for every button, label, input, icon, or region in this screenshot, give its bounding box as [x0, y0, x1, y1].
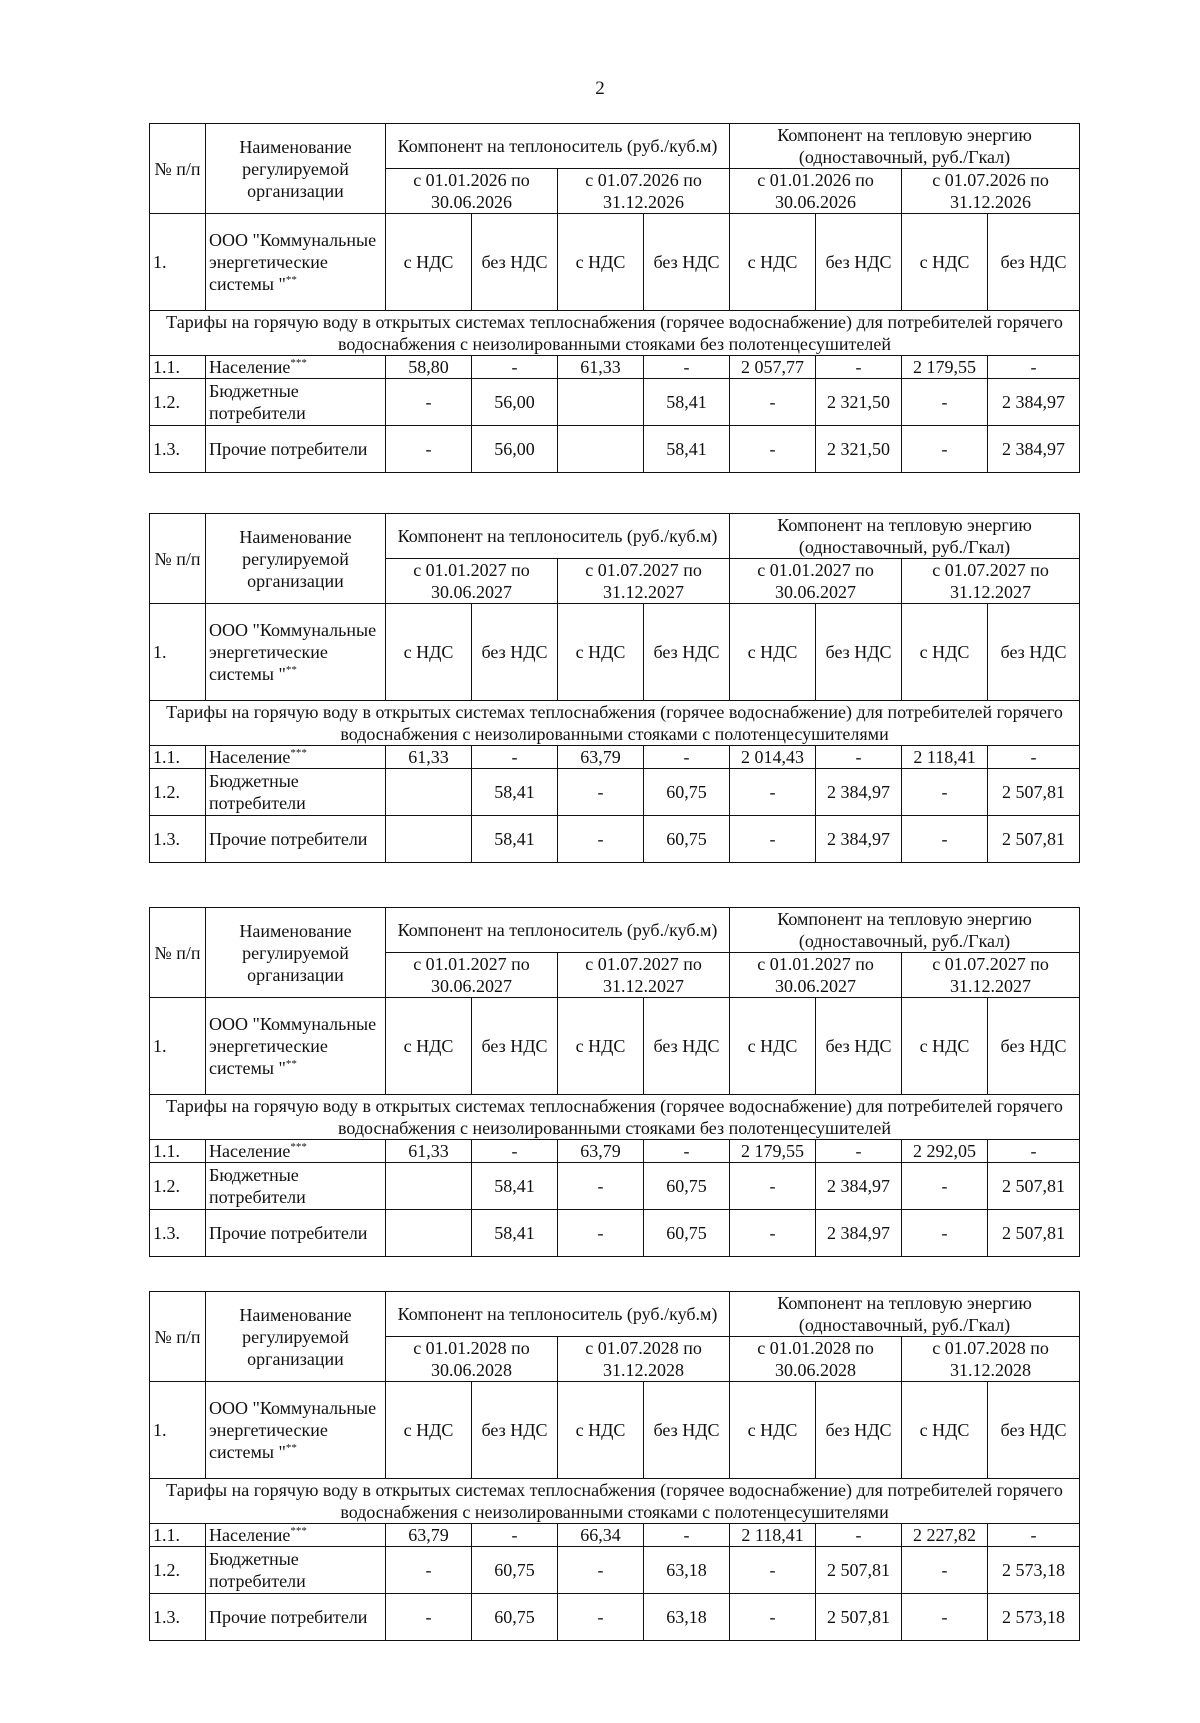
coolant-component-header: Компонент на теплоноситель (руб./куб.м) [386, 1292, 730, 1337]
tariff-value: - [730, 1547, 816, 1594]
num-header: № п/п [150, 908, 206, 998]
consumer-name: Бюджетные потребители [209, 381, 306, 423]
tariff-value: 60,75 [472, 1594, 558, 1641]
row-number: 1.1. [150, 1140, 206, 1163]
tariff-value: - [730, 816, 816, 863]
row-number: 1.2. [150, 379, 206, 426]
tariff-value: - [472, 746, 558, 769]
tariff-value [386, 1210, 472, 1257]
coolant-component-header: Компонент на теплоноситель (руб./куб.м) [386, 514, 730, 559]
consumer-name: Прочие потребители [209, 829, 368, 849]
tariff-value: 2 179,55 [730, 1140, 816, 1163]
tariff-value: 58,41 [472, 1210, 558, 1257]
consumer-name-cell [206, 769, 386, 816]
num-header: № п/п [150, 124, 206, 214]
tariff-value: - [386, 426, 472, 473]
tariff-value: - [730, 379, 816, 426]
period-header: с 01.01.2027 по 30.06.2027 [730, 953, 902, 998]
tariff-value: 2 573,18 [988, 1547, 1080, 1594]
vat-with-header: с НДС [558, 998, 644, 1095]
heat-component-header: Компонент на тепловую энергию (одноставочный, руб./Гкал) [730, 908, 1080, 953]
row-number: 1.3. [150, 426, 206, 473]
tariff-value: - [644, 746, 730, 769]
period-header: с 01.01.2026 по 30.06.2026 [386, 169, 558, 214]
tariff-value: - [988, 746, 1080, 769]
footnote-mark: ** [285, 1442, 297, 1454]
tariff-value: - [730, 1163, 816, 1210]
heat-component-header: Компонент на тепловую энергию (одноставочный, руб./Гкал) [730, 124, 1080, 169]
row-number: 1.1. [150, 1524, 206, 1547]
vat-with-header: с НДС [902, 998, 988, 1095]
tariff-value: - [816, 356, 902, 379]
tariff-value: 2 384,97 [816, 1163, 902, 1210]
vat-with-header: с НДС [730, 604, 816, 701]
heat-component-header: Компонент на тепловую энергию (одноставочный, руб./Гкал) [730, 514, 1080, 559]
tariff-value: - [816, 746, 902, 769]
tariff-value: 60,75 [644, 1210, 730, 1257]
vat-without-header: без НДС [644, 214, 730, 311]
tariff-value: 60,75 [644, 816, 730, 863]
consumer-name: Прочие потребители [209, 1607, 368, 1627]
period-header: с 01.07.2027 по 31.12.2027 [902, 953, 1080, 998]
consumer-name: Население [209, 357, 291, 377]
vat-with-header: с НДС [730, 1382, 816, 1479]
consumer-name: Население [209, 1141, 291, 1161]
tariff-value: 2 118,41 [730, 1524, 816, 1547]
org-name-cell [206, 214, 386, 311]
tariff-value: 2 507,81 [988, 816, 1080, 863]
footnote-mark: ** [285, 1058, 297, 1070]
tariff-value: 2 384,97 [816, 769, 902, 816]
consumer-name: Бюджетные потребители [209, 771, 306, 813]
tariff-value: - [730, 1594, 816, 1641]
consumer-name: Бюджетные потребители [209, 1549, 306, 1591]
table-row [150, 1547, 1080, 1594]
table-row [150, 1140, 1080, 1163]
tariff-value: - [644, 356, 730, 379]
tariff-value: - [558, 1210, 644, 1257]
tariff-value: - [558, 1163, 644, 1210]
period-header: с 01.07.2026 по 31.12.2026 [902, 169, 1080, 214]
tariff-value: - [988, 1524, 1080, 1547]
tariff-value: 61,33 [386, 746, 472, 769]
table-row [150, 1524, 1080, 1547]
vat-with-header: с НДС [558, 214, 644, 311]
tariff-value: - [644, 1140, 730, 1163]
table-row [150, 426, 1080, 473]
tariff-value: 2 384,97 [816, 816, 902, 863]
footnote-mark: ** [285, 274, 297, 286]
vat-with-header: с НДС [902, 604, 988, 701]
tariff-value: 58,41 [472, 816, 558, 863]
tariff-value: - [558, 1594, 644, 1641]
tariff-value: - [644, 1524, 730, 1547]
vat-without-header: без НДС [988, 604, 1080, 701]
table-row [150, 746, 1080, 769]
org-name: ООО "Коммунальные энергетические системы " [209, 1398, 377, 1462]
tariff-value: - [472, 1140, 558, 1163]
vat-without-header: без НДС [644, 604, 730, 701]
vat-without-header: без НДС [816, 604, 902, 701]
org-number: 1. [150, 604, 206, 701]
row-number: 1.2. [150, 1163, 206, 1210]
vat-without-header: без НДС [472, 998, 558, 1095]
tariff-value [558, 379, 644, 426]
footnote-mark: *** [290, 1141, 307, 1153]
tariff-value: 61,33 [386, 1140, 472, 1163]
tariff-value: 2 014,43 [730, 746, 816, 769]
vat-without-header: без НДС [472, 1382, 558, 1479]
tariff-table [149, 513, 1080, 863]
vat-without-header: без НДС [816, 1382, 902, 1479]
tariff-value: 2 384,97 [988, 379, 1080, 426]
tariff-value: - [386, 1547, 472, 1594]
tariff-value: 63,18 [644, 1594, 730, 1641]
table-row [150, 1594, 1080, 1641]
tariff-value: 58,41 [644, 426, 730, 473]
tariff-value: - [730, 426, 816, 473]
tariff-value: 56,00 [472, 426, 558, 473]
tariff-value: 60,75 [644, 769, 730, 816]
row-number: 1.3. [150, 816, 206, 863]
vat-without-header: без НДС [988, 1382, 1080, 1479]
consumer-name-cell [206, 356, 386, 379]
tariff-value: 2 384,97 [816, 1210, 902, 1257]
period-header: с 01.07.2026 по 31.12.2026 [558, 169, 730, 214]
org-name-cell [206, 604, 386, 701]
vat-without-header: без НДС [816, 998, 902, 1095]
tariff-value: - [988, 1140, 1080, 1163]
row-number: 1.2. [150, 1547, 206, 1594]
tariff-value: 2 507,81 [988, 1163, 1080, 1210]
table-row [150, 356, 1080, 379]
tariff-value: 2 292,05 [902, 1140, 988, 1163]
tariff-table [149, 1291, 1080, 1641]
vat-with-header: с НДС [386, 604, 472, 701]
consumer-name-cell [206, 746, 386, 769]
tariff-value: - [386, 379, 472, 426]
consumer-name-cell [206, 1594, 386, 1641]
vat-with-header: с НДС [386, 998, 472, 1095]
tariff-value: - [816, 1524, 902, 1547]
tariff-value: 63,79 [558, 1140, 644, 1163]
tariff-value: - [730, 769, 816, 816]
consumer-name-cell [206, 1524, 386, 1547]
period-header: с 01.01.2027 по 30.06.2027 [386, 953, 558, 998]
page-number: 2 [595, 78, 605, 99]
table-row [150, 816, 1080, 863]
consumer-name-cell [206, 1210, 386, 1257]
tariff-value: - [558, 769, 644, 816]
tariff-value: 2 384,97 [988, 426, 1080, 473]
tariff-value: 58,41 [644, 379, 730, 426]
vat-without-header: без НДС [816, 214, 902, 311]
tariff-value: 2 118,41 [902, 746, 988, 769]
coolant-component-header: Компонент на теплоноситель (руб./куб.м) [386, 908, 730, 953]
consumer-name: Бюджетные потребители [209, 1165, 306, 1207]
tariff-value: 2 321,50 [816, 426, 902, 473]
tariff-value: 56,00 [472, 379, 558, 426]
consumer-name: Прочие потребители [209, 1223, 368, 1243]
vat-without-header: без НДС [472, 214, 558, 311]
org-name-header: Наименование регулируемой организации [206, 908, 386, 998]
org-name-header: Наименование регулируемой организации [206, 124, 386, 214]
table-row [150, 1210, 1080, 1257]
tariff-value: - [902, 1594, 988, 1641]
tariff-value: - [902, 1210, 988, 1257]
row-number: 1.1. [150, 746, 206, 769]
vat-with-header: с НДС [558, 604, 644, 701]
tariff-value: - [472, 356, 558, 379]
tariff-value: 58,41 [472, 769, 558, 816]
row-number: 1.3. [150, 1210, 206, 1257]
tariff-value: - [816, 1140, 902, 1163]
vat-with-header: с НДС [902, 1382, 988, 1479]
tariff-value: 2 321,50 [816, 379, 902, 426]
num-header: № п/п [150, 514, 206, 604]
footnote-mark: *** [290, 1525, 307, 1537]
period-header: с 01.01.2028 по 30.06.2028 [386, 1337, 558, 1382]
tariff-value: - [386, 1594, 472, 1641]
period-header: с 01.07.2027 по 31.12.2027 [902, 559, 1080, 604]
vat-without-header: без НДС [644, 1382, 730, 1479]
tariff-value: - [902, 769, 988, 816]
consumer-name: Прочие потребители [209, 439, 368, 459]
footnote-mark: *** [290, 747, 307, 759]
consumer-name: Население [209, 1525, 291, 1545]
section-title: Тарифы на горячую воду в открытых системах теплоснабжения (горячее водоснабжение) для потребителей горячего водоснабжения с неизолированными стояками без полотенцесушителей [150, 311, 1080, 356]
org-name-header: Наименование регулируемой организации [206, 514, 386, 604]
tariff-value: 61,33 [558, 356, 644, 379]
tariff-value [558, 426, 644, 473]
tariff-value: - [472, 1524, 558, 1547]
vat-with-header: с НДС [730, 214, 816, 311]
org-number: 1. [150, 214, 206, 311]
tariff-value [386, 816, 472, 863]
tariff-value: - [558, 1547, 644, 1594]
period-header: с 01.07.2027 по 31.12.2027 [558, 953, 730, 998]
vat-without-header: без НДС [988, 998, 1080, 1095]
tariff-value: - [902, 816, 988, 863]
vat-with-header: с НДС [386, 214, 472, 311]
tariff-value: - [730, 1210, 816, 1257]
org-name-cell [206, 998, 386, 1095]
footnote-mark: ** [285, 664, 297, 676]
section-title: Тарифы на горячую воду в открытых системах теплоснабжения (горячее водоснабжение) для потребителей горячего водоснабжения с неизолированными стояками с полотенцесушителями [150, 1479, 1080, 1524]
period-header: с 01.01.2027 по 30.06.2027 [730, 559, 902, 604]
tariff-table [149, 123, 1080, 473]
section-title: Тарифы на горячую воду в открытых системах теплоснабжения (горячее водоснабжение) для потребителей горячего водоснабжения с неизолированными стояками с полотенцесушителями [150, 701, 1080, 746]
heat-component-header: Компонент на тепловую энергию (одноставочный, руб./Гкал) [730, 1292, 1080, 1337]
tariff-value: 2 057,77 [730, 356, 816, 379]
vat-with-header: с НДС [386, 1382, 472, 1479]
tariff-value: 58,80 [386, 356, 472, 379]
table-row [150, 1163, 1080, 1210]
org-number: 1. [150, 1382, 206, 1479]
tariff-value: 2 507,81 [988, 769, 1080, 816]
tariff-value: 2 507,81 [816, 1547, 902, 1594]
period-header: с 01.07.2027 по 31.12.2027 [558, 559, 730, 604]
tariff-value [386, 1163, 472, 1210]
period-header: с 01.07.2028 по 31.12.2028 [902, 1337, 1080, 1382]
tariff-value: - [902, 379, 988, 426]
org-name-header: Наименование регулируемой организации [206, 1292, 386, 1382]
tariff-value: 66,34 [558, 1524, 644, 1547]
tariff-value: - [902, 1163, 988, 1210]
coolant-component-header: Компонент на теплоноситель (руб./куб.м) [386, 124, 730, 169]
tariff-table [149, 907, 1080, 1257]
org-name: ООО "Коммунальные энергетические системы " [209, 620, 377, 684]
org-name: ООО "Коммунальные энергетические системы " [209, 1014, 377, 1078]
tariff-value: - [902, 1547, 988, 1594]
tariff-value: 2 507,81 [988, 1210, 1080, 1257]
tariff-value: 2 179,55 [902, 356, 988, 379]
vat-with-header: с НДС [730, 998, 816, 1095]
period-header: с 01.01.2027 по 30.06.2027 [386, 559, 558, 604]
num-header: № п/п [150, 1292, 206, 1382]
vat-with-header: с НДС [902, 214, 988, 311]
tariff-value: 2 507,81 [816, 1594, 902, 1641]
row-number: 1.2. [150, 769, 206, 816]
vat-with-header: с НДС [558, 1382, 644, 1479]
org-number: 1. [150, 998, 206, 1095]
section-title: Тарифы на горячую воду в открытых системах теплоснабжения (горячее водоснабжение) для потребителей горячего водоснабжения с неизолированными стояками без полотенцесушителей [150, 1095, 1080, 1140]
consumer-name-cell [206, 379, 386, 426]
table-row [150, 379, 1080, 426]
period-header: с 01.01.2028 по 30.06.2028 [730, 1337, 902, 1382]
consumer-name-cell [206, 1163, 386, 1210]
tariff-value: 2 227,82 [902, 1524, 988, 1547]
consumer-name-cell [206, 1547, 386, 1594]
vat-without-header: без НДС [644, 998, 730, 1095]
tariff-value: 60,75 [472, 1547, 558, 1594]
org-name: ООО "Коммунальные энергетические системы " [209, 230, 377, 294]
tariff-value: - [902, 426, 988, 473]
tariff-value: 63,79 [558, 746, 644, 769]
vat-without-header: без НДС [472, 604, 558, 701]
tariff-value: 2 573,18 [988, 1594, 1080, 1641]
consumer-name-cell [206, 1140, 386, 1163]
tariff-value [386, 769, 472, 816]
consumer-name-cell [206, 426, 386, 473]
row-number: 1.3. [150, 1594, 206, 1641]
consumer-name: Население [209, 747, 291, 767]
footnote-mark: *** [290, 357, 307, 369]
tariff-value: 63,79 [386, 1524, 472, 1547]
tariff-value: 63,18 [644, 1547, 730, 1594]
consumer-name-cell [206, 816, 386, 863]
row-number: 1.1. [150, 356, 206, 379]
tariff-value: 58,41 [472, 1163, 558, 1210]
org-name-cell [206, 1382, 386, 1479]
tariff-value: 60,75 [644, 1163, 730, 1210]
tariff-value: - [558, 816, 644, 863]
vat-without-header: без НДС [988, 214, 1080, 311]
tariff-value: - [988, 356, 1080, 379]
period-header: с 01.07.2028 по 31.12.2028 [558, 1337, 730, 1382]
period-header: с 01.01.2026 по 30.06.2026 [730, 169, 902, 214]
table-row [150, 769, 1080, 816]
